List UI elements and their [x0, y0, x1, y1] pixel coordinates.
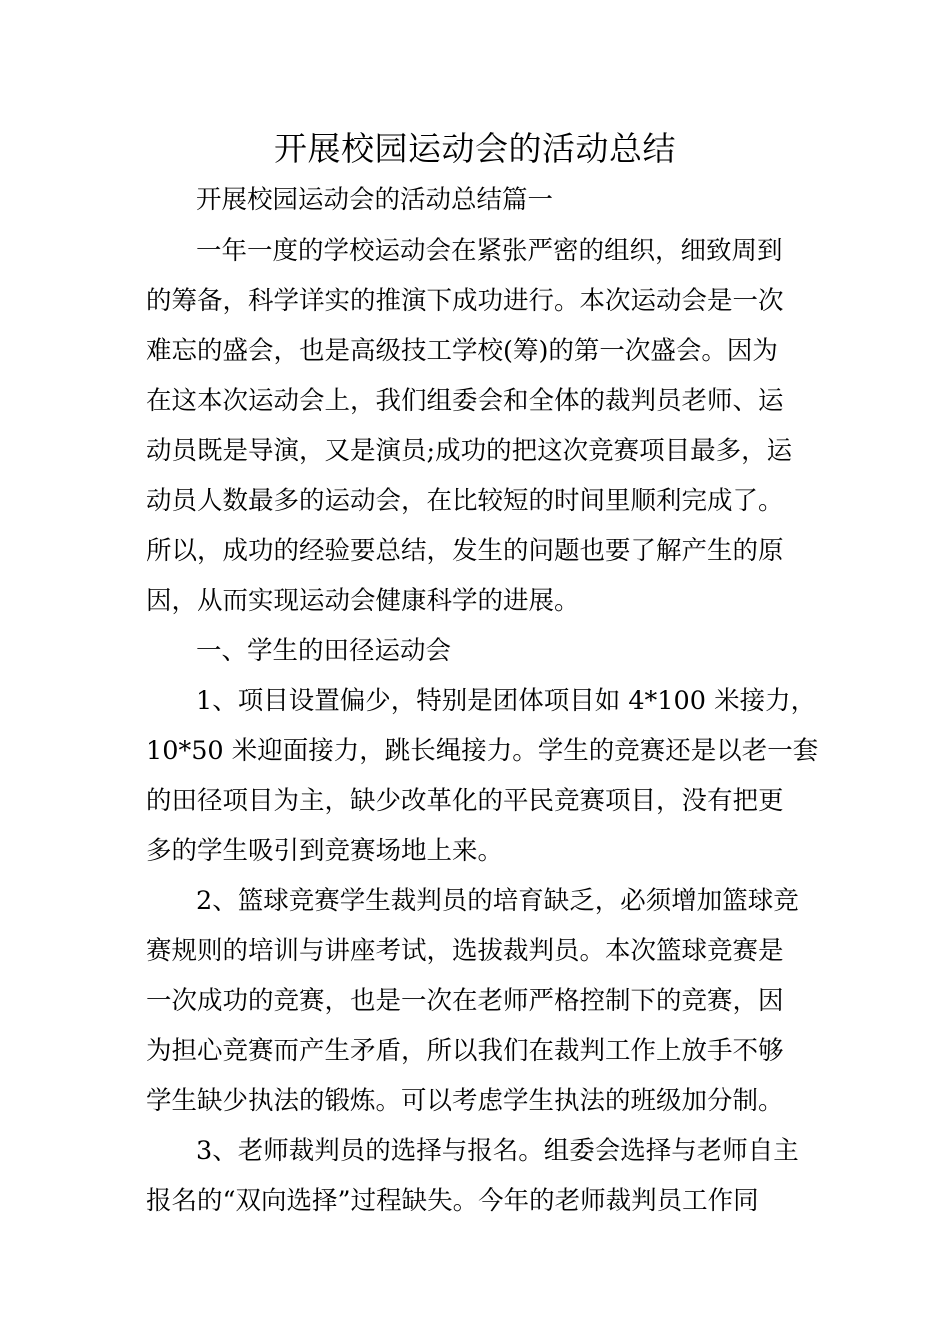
- paragraph-line: 一次成功的竞赛，也是一次在老师严格控制下的竞赛，因: [146, 986, 784, 1016]
- paragraph-line: 报名的“双向选择”过程缺失。今年的老师裁判员工作同: [146, 1186, 759, 1216]
- paragraph-line: 的田径项目为主，缺少改革化的平民竞赛项目，没有把更: [146, 786, 784, 816]
- paragraph-line: 2、篮球竞赛学生裁判员的培育缺乏，必须增加篮球竞: [196, 886, 799, 916]
- paragraph-line: 所以，成功的经验要总结，发生的问题也要了解产生的原: [146, 536, 784, 566]
- paragraph-line: 因，从而实现运动会健康科学的进展。: [146, 586, 580, 616]
- paragraph-line: 学生缺少执法的锻炼。可以考虑学生执法的班级加分制。: [146, 1086, 784, 1116]
- paragraph-line: 难忘的盛会，也是高级技工学校(筹)的第一次盛会。因为: [146, 336, 778, 366]
- section-heading: 一、学生的田径运动会: [196, 636, 452, 666]
- paragraph-line: 3、老师裁判员的选择与报名。组委会选择与老师自主: [196, 1136, 799, 1166]
- paragraph-line: 动员人数最多的运动会，在比较短的时间里顺利完成了。: [146, 486, 784, 516]
- paragraph-line: 为担心竞赛而产生矛盾，所以我们在裁判工作上放手不够: [146, 1036, 784, 1066]
- paragraph-line: 多的学生吸引到竞赛场地上来。: [146, 836, 504, 866]
- paragraph-line: 动员既是导演，又是演员;成功的把这次竞赛项目最多，运: [146, 436, 793, 466]
- paragraph-line: 1、项目设置偏少，特别是团体项目如 4*100 米接力，: [196, 686, 817, 716]
- document-title: 开展校园运动会的活动总结: [274, 129, 676, 168]
- paragraph-line: 一年一度的学校运动会在紧张严密的组织，细致周到: [196, 236, 783, 266]
- paragraph-line: 的筹备，科学详实的推演下成功进行。本次运动会是一次: [146, 286, 784, 316]
- paragraph-line: 在这本次运动会上，我们组委会和全体的裁判员老师、运: [146, 386, 784, 416]
- paragraph-line: 赛规则的培训与讲座考试，选拔裁判员。本次篮球竞赛是: [146, 936, 784, 966]
- section-heading: 开展校园运动会的活动总结篇一: [196, 185, 554, 215]
- paragraph-line: 10*50 米迎面接力，跳长绳接力。学生的竞赛还是以老一套: [146, 736, 819, 766]
